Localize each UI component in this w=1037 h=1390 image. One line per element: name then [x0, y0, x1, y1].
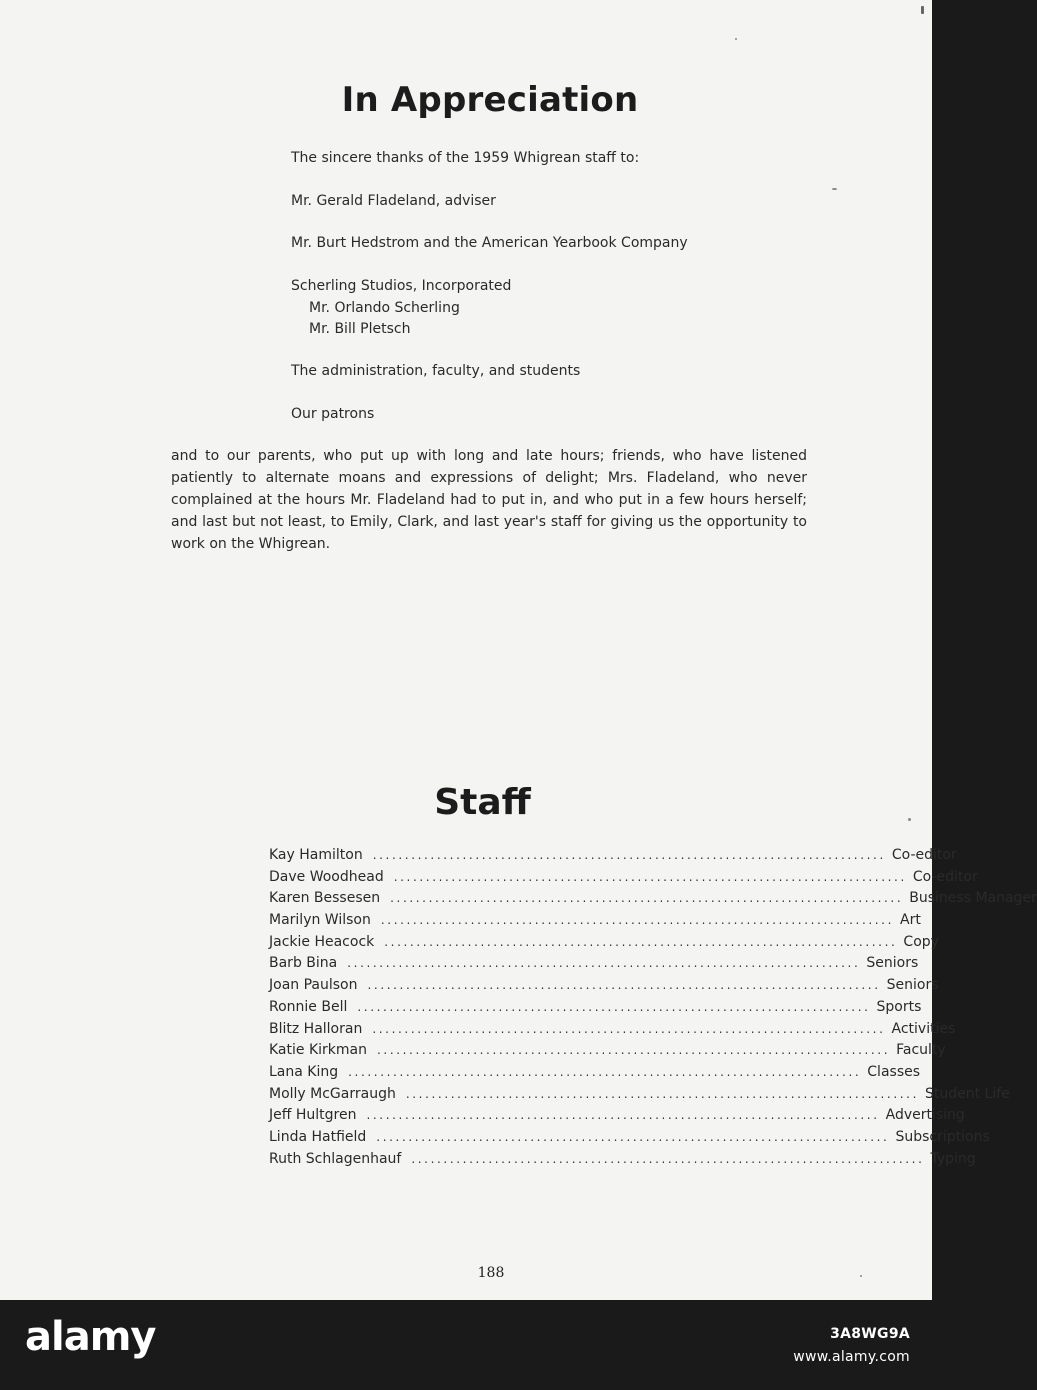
appreciation-studio: Scherling Studios, Incorporated [291, 278, 512, 294]
staff-role: Business Manager [909, 890, 1037, 907]
staff-name: Kay Hamilton [269, 847, 363, 863]
staff-list [269, 847, 1037, 1172]
staff-row [269, 933, 939, 956]
appreciation-closing-paragraph: and to our parents, who put up with long and late hours; friends, who have listened patiently to alternate moans and expressions of delight; Mrs. Fladeland, who never complained at the hours Mr. Fladeland had to put in, and who put in a few hours herself; and last but not least, to Emily, Clark, and last year's staff for giving us the opportunity to work on the Whigrean. [171, 448, 807, 552]
dot-leader: ................................................................................ [376, 1129, 890, 1144]
appreciation-admin: The administration, faculty, and students [291, 363, 581, 379]
staff-name: Blitz Halloran [269, 1020, 363, 1037]
staff-role: Seniors [866, 955, 919, 972]
appreciation-patrons: Our patrons [291, 406, 375, 422]
staff-role: Classes [867, 1063, 921, 1080]
staff-role: Seniors [886, 977, 939, 994]
staff-row [269, 1085, 1010, 1108]
staff-row [269, 955, 919, 977]
staff-row [269, 1063, 921, 1086]
staff-role: Activities [891, 1020, 956, 1037]
staff-title: Staff [434, 782, 531, 823]
scan-speck [908, 818, 911, 821]
staff-role: Copy [903, 933, 939, 950]
staff-role: Student Life [925, 1085, 1010, 1102]
staff-role: Typing [930, 1150, 976, 1167]
staff-name: Barb Bina [269, 955, 338, 972]
staff-name: Marilyn Wilson [269, 912, 371, 929]
staff-name: Joan Paulson [269, 977, 358, 994]
dot-leader: ................................................................................ [380, 913, 895, 928]
staff-row [269, 847, 957, 869]
staff-name: Lana King [269, 1063, 339, 1080]
scan-speck [860, 1275, 862, 1277]
staff-name: Molly McGarraugh [269, 1085, 396, 1102]
staff-role: Co-editor [891, 847, 957, 863]
staff-row [269, 1128, 990, 1151]
staff-name: Karen Bessesen [269, 890, 381, 907]
staff-role: Subscriptions [895, 1128, 990, 1145]
staff-role: Art [900, 912, 921, 929]
watermark-site: www.alamy.com [793, 1349, 910, 1365]
dot-leader: ................................................................................ [393, 869, 907, 884]
staff-name: Jeff Hultgren [269, 1107, 357, 1124]
dot-leader: ................................................................................ [366, 1108, 880, 1123]
page-number: 188 [477, 1265, 505, 1281]
staff-row [269, 868, 978, 891]
staff-row [269, 912, 921, 934]
appreciation-adviser: Mr. Gerald Fladeland, adviser [291, 193, 496, 209]
dot-leader: ................................................................................ [405, 1086, 919, 1101]
alamy-logo: alamy [25, 1314, 156, 1360]
image-id: 3A8WG9A [830, 1326, 910, 1342]
appreciation-title: In Appreciation [341, 80, 639, 120]
scan-speck [832, 188, 837, 190]
staff-role: Sports [876, 998, 922, 1015]
staff-name: Katie Kirkman [269, 1042, 367, 1059]
dot-leader: ................................................................................ [390, 891, 904, 906]
dot-leader: ................................................................................ [372, 1021, 886, 1036]
scan-speck [735, 38, 737, 40]
staff-row [269, 1020, 956, 1043]
dot-leader: ................................................................................ [376, 1043, 891, 1058]
dot-leader: ................................................................................ [357, 999, 871, 1014]
staff-row [269, 1150, 976, 1173]
staff-role: Advertising [885, 1107, 965, 1124]
dot-leader: ................................................................................ [347, 956, 861, 971]
staff-row [269, 977, 939, 999]
staff-name: Ruth Schlagenhauf [269, 1150, 402, 1167]
staff-role: Co-editor [912, 868, 978, 885]
staff-row [269, 1107, 965, 1129]
staff-name: Dave Woodhead [269, 868, 384, 885]
staff-name: Linda Hatfield [269, 1128, 367, 1145]
appreciation-intro: The sincere thanks of the 1959 Whigrean staff to: [291, 150, 640, 166]
dot-leader: ................................................................................ [411, 1151, 925, 1166]
staff-row [269, 890, 1037, 912]
staff-row [269, 1042, 946, 1064]
dot-leader: ................................................................................ [384, 934, 898, 949]
scan-speck [921, 6, 924, 14]
appreciation-company: Mr. Burt Hedstrom and the American Yearbook Company [291, 235, 688, 251]
staff-role: Faculty [896, 1042, 946, 1059]
dot-leader: ................................................................................ [372, 848, 886, 862]
studio-contact: Mr. Orlando Scherling [309, 300, 460, 316]
staff-row [269, 998, 922, 1021]
dot-leader: ................................................................................ [348, 1064, 862, 1079]
dot-leader: ................................................................................ [367, 978, 881, 993]
studio-contact: Mr. Bill Pletsch [309, 321, 411, 337]
staff-name: Ronnie Bell [269, 998, 348, 1015]
staff-name: Jackie Heacock [269, 933, 375, 950]
